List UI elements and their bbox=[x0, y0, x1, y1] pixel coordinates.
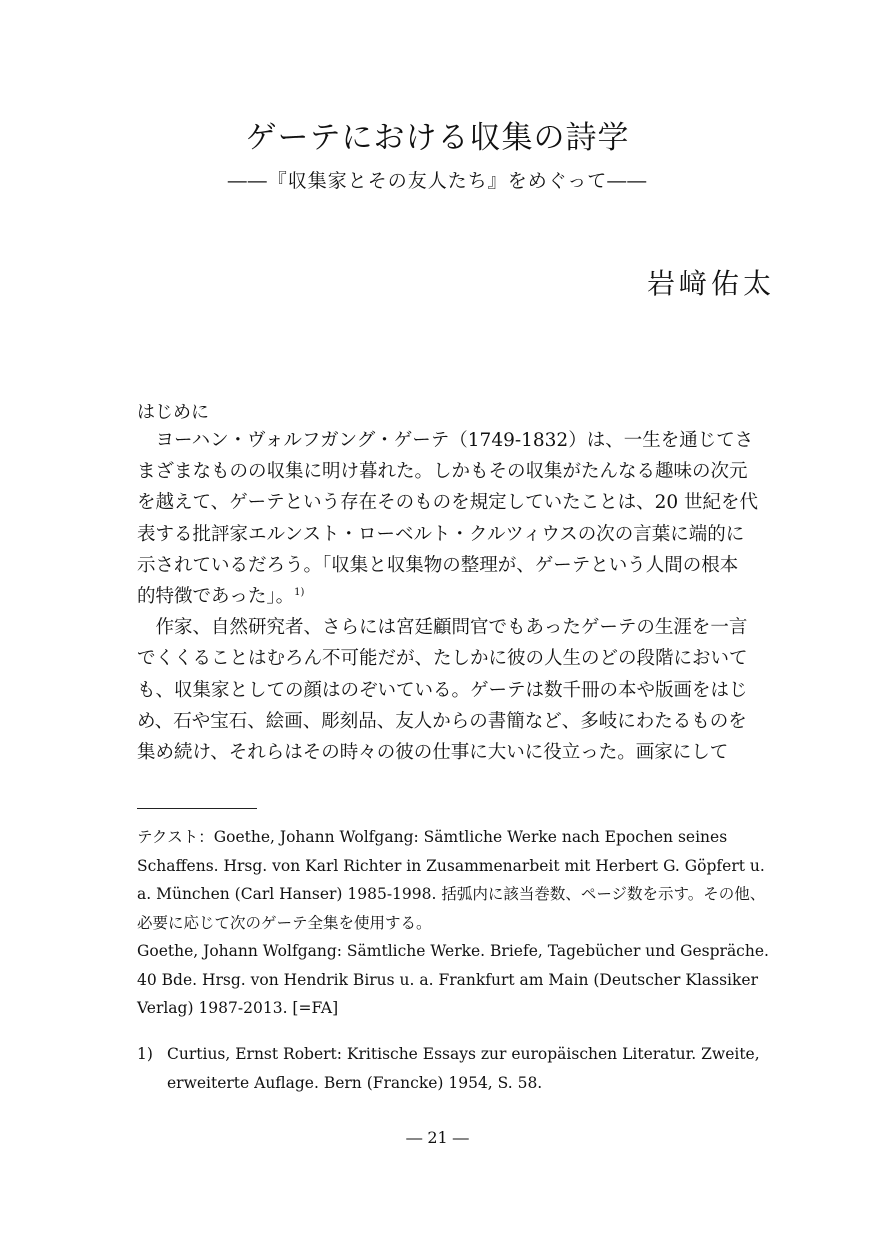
body-line: を越えて、ゲーテという存在そのものを規定していたことは、20 世紀を代 bbox=[137, 492, 759, 514]
text-notes bbox=[137, 823, 775, 1023]
author-name: 岩﨑佑太 bbox=[646, 267, 775, 300]
body-line-last bbox=[137, 581, 775, 612]
paragraph-1 bbox=[137, 425, 775, 612]
paper-title: ゲーテにおける収集の詩学 bbox=[245, 120, 630, 156]
paragraph-2 bbox=[137, 612, 775, 768]
footnote-1-text: Curtius, Ernst Robert: Kritische Essays zur europäischen Literatur. Zweite, erweiterte Auflage. Bern (Francke) 1954, S. 58. bbox=[167, 1045, 760, 1092]
paper-subtitle: ――『収集家とその友人たち』をめぐって―― bbox=[227, 170, 648, 192]
body-line: 集め続け、それらはその時々の彼の仕事に大いに役立った。画家にして bbox=[137, 742, 729, 764]
body-line-text: 的特徴であった」。 bbox=[137, 586, 295, 608]
body-line: 示されているだろう。「収集と収集物の整理が、ゲーテという人間の根本 bbox=[137, 554, 739, 576]
body-line: ヨーハン・ヴォルフガング・ゲーテ（1749-1832）は、一生を通じてさ bbox=[155, 430, 754, 451]
section-heading: はじめに bbox=[137, 402, 209, 423]
body-line: 表する批評家エルンスト・ローベルト・クルツィウスの次の言葉に端的に bbox=[137, 523, 745, 545]
footnote-1-number: 1) bbox=[137, 1045, 153, 1063]
body-line: 作家、自然研究者、さらには宮廷顧問官でもあったゲーテの生涯を一言 bbox=[155, 617, 748, 639]
body-line: め、石や宝石、絵画、彫刻品、友人からの書簡など、多岐にわたるものを bbox=[137, 710, 747, 732]
body-line: も、収集家としての顔はのぞいている。ゲーテは数千冊の本や版画をはじ bbox=[137, 679, 748, 701]
text-edition-note: テクスト：Goethe, Johann Wolfgang: Sämtliche Werke nach Epochen seines Schaffens. Hrsg. von Karl Richter in Zusammenarbeit mit Herbert G. Göpfert u. a. München (Carl Hanser) 1985-1998. 括弧内に該当巻数、ページ数を示す。その他、必要に応じて次のゲーテ全集を使用する。 bbox=[137, 828, 766, 932]
footnote-ref-1[interactable]: 1) bbox=[294, 586, 305, 598]
page-number: ― 21 ― bbox=[406, 1128, 469, 1147]
body-text bbox=[137, 425, 775, 768]
fa-edition-note: Goethe, Johann Wolfgang: Sämtliche Werke. Briefe, Tagebücher und Gespräche. 40 Bde. Hrsg. von Hendrik Birus u. a. Frankfurt am Main (Deutscher Klassiker Verlag) 1987-2013. [=FA] bbox=[137, 942, 769, 1017]
footnote-divider bbox=[137, 808, 257, 809]
body-line: まざまなものの収集に明け暮れた。しかもその収集がたんなる趣味の次元 bbox=[137, 461, 748, 483]
body-line: でくくることはむろん不可能だが、たしかに彼の人生のどの段階において bbox=[137, 648, 748, 670]
